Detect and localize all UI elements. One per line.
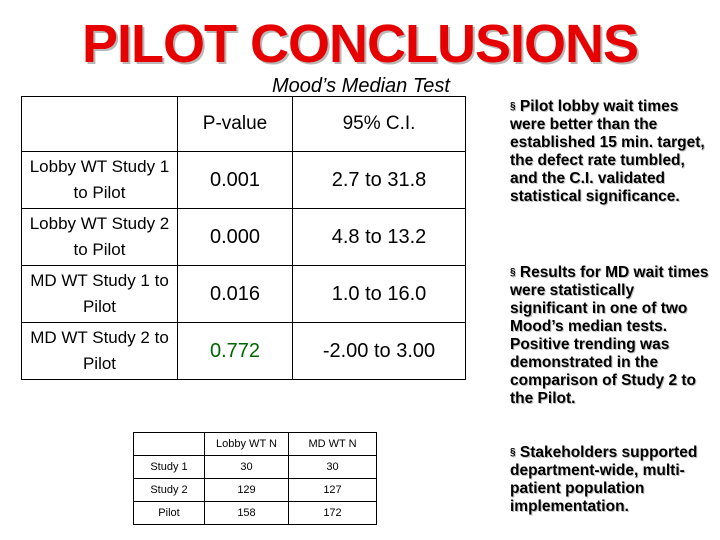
bullet-marker-icon: §: [510, 447, 516, 458]
bullet-marker-icon: §: [510, 101, 516, 112]
table-row: [134, 456, 377, 479]
sample-lobby-n: 158: [205, 502, 289, 525]
sample-lobby-n: 30: [205, 456, 289, 479]
bullet-text: Results for MD wait times were statistically significant in one of two Mood’s median tests. Positive trending was demonstrated in the comparison of Study 2 to the Pilot.: [510, 264, 709, 407]
sample-row-label: Pilot: [134, 502, 205, 525]
ci-cell: -2.00 to 3.00: [293, 323, 466, 380]
sample-md-n: 30: [289, 456, 377, 479]
ci-cell: 2.7 to 31.8: [293, 152, 466, 209]
conclusion-bullet: [510, 98, 714, 206]
bullet-marker-icon: §: [510, 267, 516, 278]
sample-row-label: Study 1: [134, 456, 205, 479]
sample-header-lobby: Lobby WT N: [205, 433, 289, 456]
header-cell-empty: [22, 97, 178, 152]
header-p-value: P-value: [178, 97, 293, 152]
table-header-row: [22, 97, 466, 152]
row-label: Lobby WT Study 2 to Pilot: [22, 209, 178, 266]
table-row: [22, 209, 466, 266]
table-row: [22, 266, 466, 323]
sample-md-n: 172: [289, 502, 377, 525]
conclusion-bullet: [510, 264, 714, 408]
table-row: [22, 152, 466, 209]
ci-cell: 1.0 to 16.0: [293, 266, 466, 323]
sample-row-label: Study 2: [134, 479, 205, 502]
p-value-cell: 0.001: [178, 152, 293, 209]
page-subtitle: Mood’s Median Test: [272, 75, 450, 97]
bullet-text: Pilot lobby wait times were better than the established 15 min. target, the defect rate tumbled, and the C.I. validated statistical significance.: [510, 98, 705, 205]
row-label: MD WT Study 1 to Pilot: [22, 266, 178, 323]
sample-size-table: [133, 432, 377, 525]
header-ci: 95% C.I.: [293, 97, 466, 152]
p-value-cell: 0.772: [178, 323, 293, 380]
sample-header-md: MD WT N: [289, 433, 377, 456]
p-value-cell: 0.016: [178, 266, 293, 323]
results-table: [21, 96, 466, 380]
p-value-cell: 0.000: [178, 209, 293, 266]
sample-md-n: 127: [289, 479, 377, 502]
bullet-text: Stakeholders supported department-wide, multi-patient population implementation.: [510, 444, 698, 515]
sample-header-empty: [134, 433, 205, 456]
table-row: [22, 323, 466, 380]
row-label: MD WT Study 2 to Pilot: [22, 323, 178, 380]
table-row: [134, 479, 377, 502]
page-title: PILOT CONCLUSIONS: [81, 14, 638, 74]
sample-lobby-n: 129: [205, 479, 289, 502]
row-label: Lobby WT Study 1 to Pilot: [22, 152, 178, 209]
ci-cell: 4.8 to 13.2: [293, 209, 466, 266]
sample-header-row: [134, 433, 377, 456]
table-row: [134, 502, 377, 525]
conclusion-bullet: [510, 444, 714, 516]
